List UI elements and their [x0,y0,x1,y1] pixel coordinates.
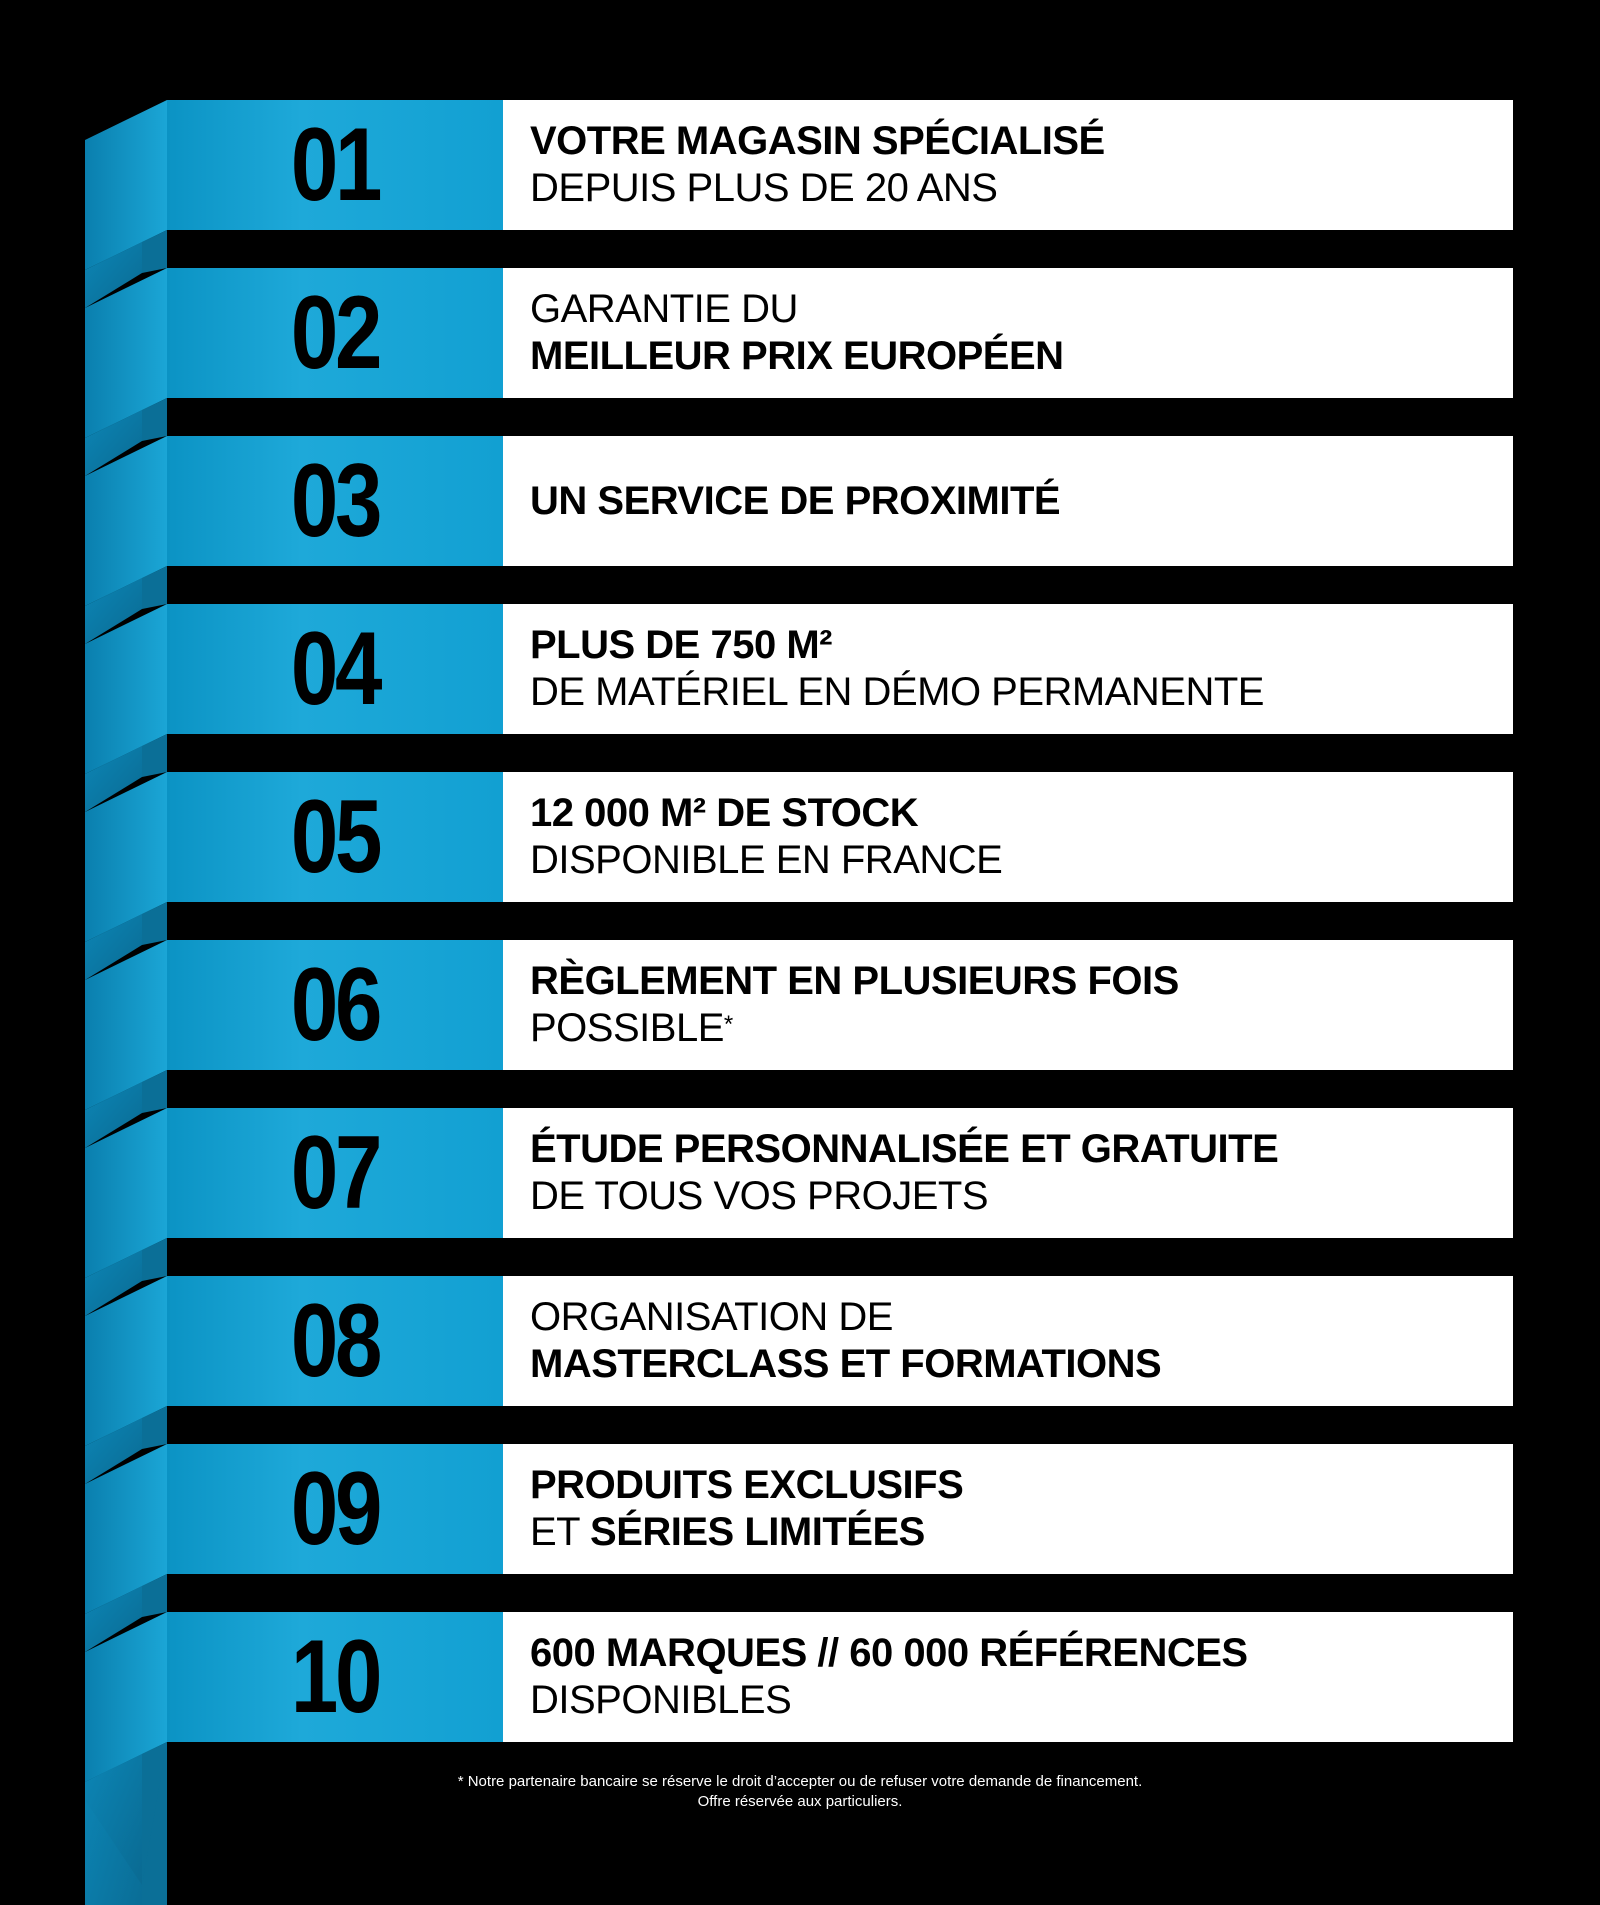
item-subtitle: DISPONIBLE EN FRANCE [530,838,1003,882]
item-title: RÈGLEMENT EN PLUSIEURS FOIS [530,959,1179,1003]
item-panel [503,268,1513,398]
item-number: 10 [290,1618,380,1735]
list-item [0,1444,1600,1574]
item-panel [503,772,1513,902]
item-number: 08 [290,1282,380,1399]
item-subtitle-prefix: ET [530,1510,580,1554]
item-subtitle: DISPONIBLES [530,1678,792,1722]
list-item [0,604,1600,734]
item-title: UN SERVICE DE PROXIMITÉ [530,478,1061,523]
item-title: PRODUITS EXCLUSIFS [530,1463,964,1507]
list-item [0,772,1600,902]
item-panel [503,1276,1513,1406]
list-item [0,940,1600,1070]
item-title: 12 000 M² DE STOCK [530,791,919,835]
item-title: ÉTUDE PERSONNALISÉE ET GRATUITE [530,1127,1279,1171]
item-panel [503,1108,1513,1238]
item-subtitle [530,1005,1513,1052]
item-panel [503,940,1513,1070]
item-subtitle-emphasis: SÉRIES LIMITÉES [590,1510,925,1554]
item-panel [503,436,1513,566]
footnote-line: * Notre partenaire bancaire se réserve le droit d’accepter ou de refuser votre demande de financement. [457,1773,1143,1790]
item-subtitle: ORGANISATION DE [530,1295,893,1339]
item-number: 05 [290,778,380,895]
item-number: 01 [290,106,380,223]
item-subtitle [530,1509,1513,1556]
item-panel [503,604,1513,734]
item-subtitle: DE TOUS VOS PROJETS [530,1174,989,1218]
item-subtitle: DE MATÉRIEL EN DÉMO PERMANENTE [530,670,1264,714]
item-subtitle: DEPUIS PLUS DE 20 ANS [530,166,998,210]
item-number: 06 [290,946,380,1063]
item-subtitle-text: POSSIBLE [530,1006,724,1050]
item-title: VOTRE MAGASIN SPÉCIALISÉ [530,119,1105,163]
list-item [0,1276,1600,1406]
footnote-line: Offre réservée aux particuliers. [697,1793,903,1810]
item-number: 07 [290,1114,380,1231]
item-number: 03 [290,442,380,559]
asterisk-mark: * [723,1011,733,1038]
item-number: 04 [290,610,380,727]
list-item [0,436,1600,566]
list-item [0,1108,1600,1238]
item-title: PLUS DE 750 M² [530,623,832,667]
item-title: MASTERCLASS ET FORMATIONS [530,1342,1162,1386]
footnote [0,1772,1600,1812]
item-panel [503,1612,1513,1742]
list-item [0,100,1600,230]
list-item [0,268,1600,398]
item-number: 02 [290,274,380,391]
list-item [0,1612,1600,1742]
item-panel [503,1444,1513,1574]
item-subtitle: GARANTIE DU [530,287,798,331]
item-title: 600 MARQUES // 60 000 RÉFÉRENCES [530,1631,1248,1675]
item-number: 09 [290,1450,380,1567]
item-panel [503,100,1513,230]
item-title: MEILLEUR PRIX EUROPÉEN [530,334,1064,378]
